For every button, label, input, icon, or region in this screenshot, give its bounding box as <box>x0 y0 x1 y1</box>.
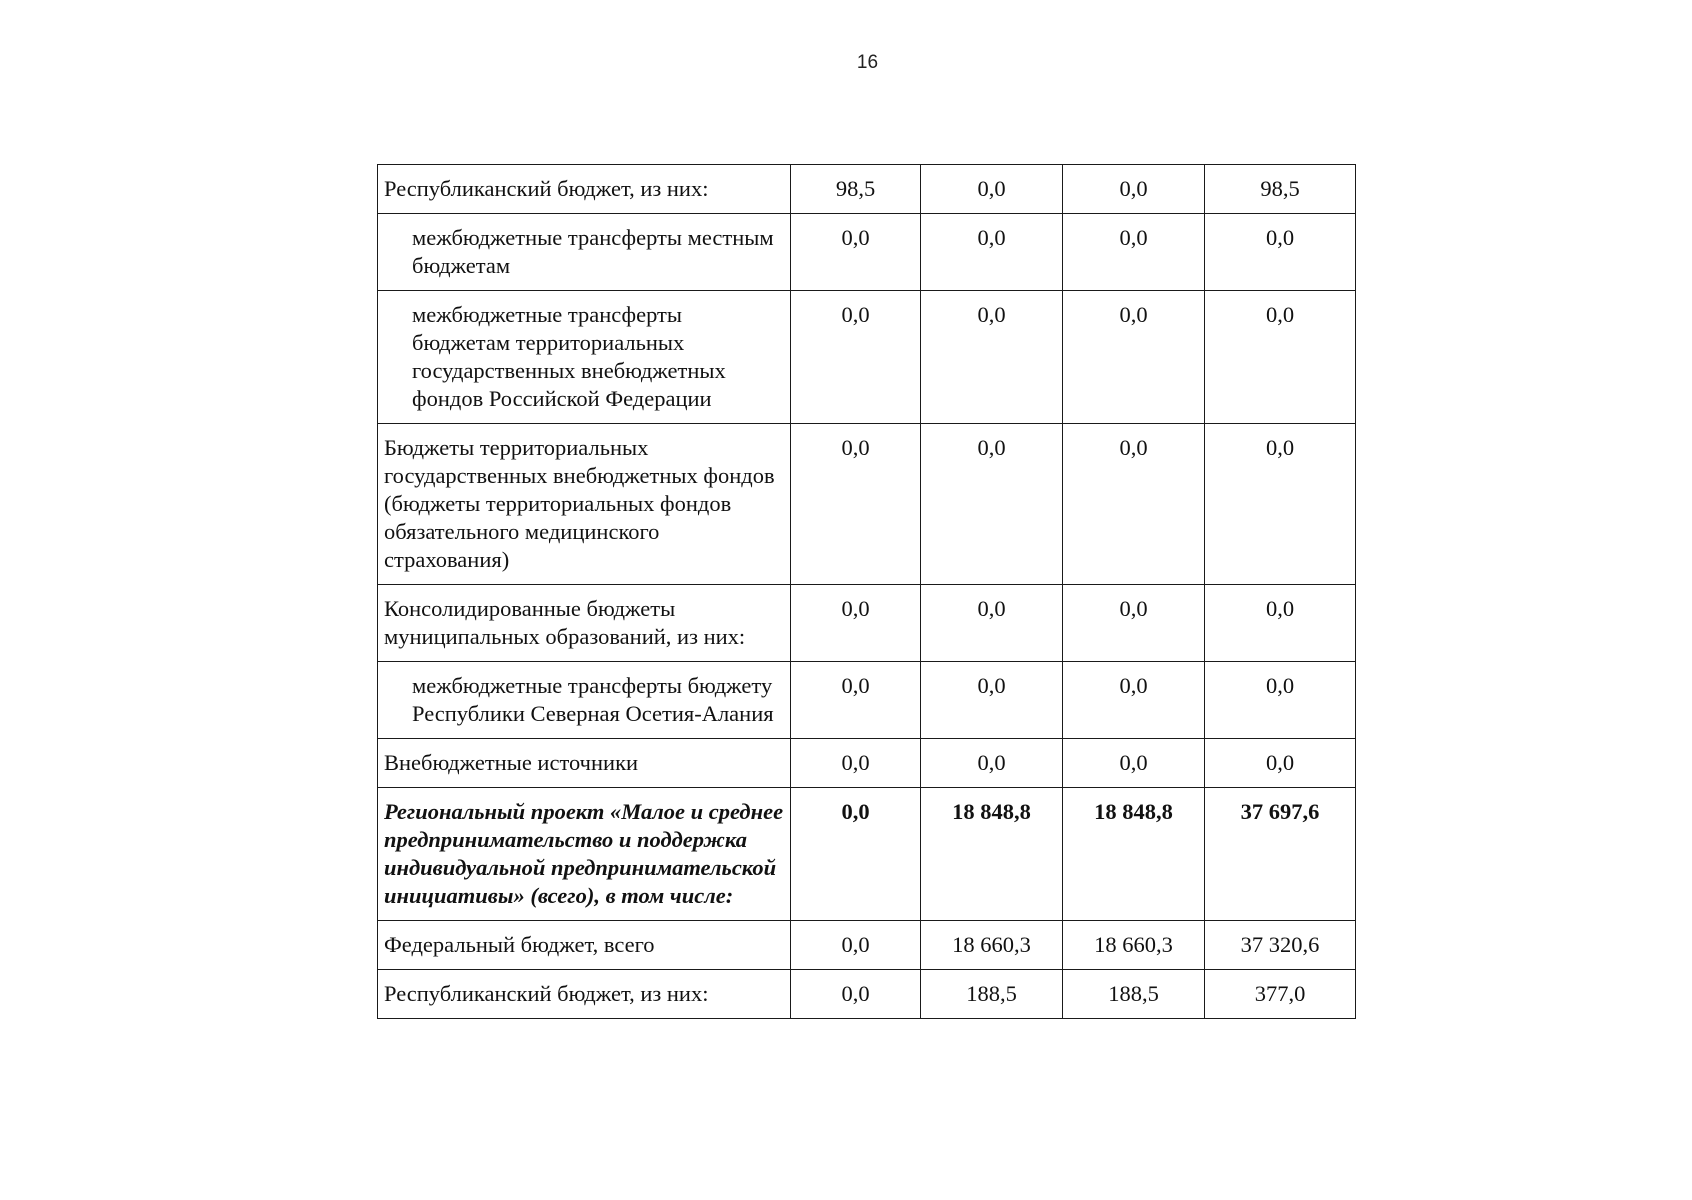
row-value: 0,0 <box>1205 291 1356 424</box>
row-value: 98,5 <box>791 165 921 214</box>
row-value: 18 660,3 <box>1063 921 1205 970</box>
row-value: 0,0 <box>1205 662 1356 739</box>
row-value: 0,0 <box>1063 214 1205 291</box>
table-row <box>378 585 1356 662</box>
row-value: 0,0 <box>791 970 921 1019</box>
row-value: 37 697,6 <box>1205 788 1356 921</box>
row-value: 0,0 <box>921 214 1063 291</box>
row-value: 0,0 <box>791 214 921 291</box>
row-value: 0,0 <box>921 585 1063 662</box>
row-label: Бюджеты территориальных государственных внебюджетных фондов (бюджеты территориальных фондов обязательного медицинского страхования) <box>378 424 791 585</box>
row-value: 377,0 <box>1205 970 1356 1019</box>
row-value: 0,0 <box>1063 662 1205 739</box>
row-value: 0,0 <box>1205 585 1356 662</box>
row-value: 0,0 <box>921 291 1063 424</box>
row-label: Федеральный бюджет, всего <box>378 921 791 970</box>
row-value: 0,0 <box>1205 214 1356 291</box>
row-value: 0,0 <box>921 424 1063 585</box>
row-value: 0,0 <box>1205 424 1356 585</box>
row-label: межбюджетные трансферты бюджетам территориальных государственных внебюджетных фондов Российской Федерации <box>378 291 791 424</box>
row-value: 0,0 <box>1063 739 1205 788</box>
row-value: 0,0 <box>921 662 1063 739</box>
row-value: 0,0 <box>791 662 921 739</box>
row-value: 0,0 <box>1063 165 1205 214</box>
row-value: 0,0 <box>921 165 1063 214</box>
row-value: 0,0 <box>1063 585 1205 662</box>
row-label: межбюджетные трансферты бюджету Республики Северная Осетия-Алания <box>378 662 791 739</box>
row-value: 0,0 <box>791 788 921 921</box>
row-value: 37 320,6 <box>1205 921 1356 970</box>
row-value: 0,0 <box>791 585 921 662</box>
table-row <box>378 662 1356 739</box>
table-row <box>378 424 1356 585</box>
row-value: 18 660,3 <box>921 921 1063 970</box>
row-label: межбюджетные трансферты местным бюджетам <box>378 214 791 291</box>
table-row <box>378 739 1356 788</box>
row-value: 0,0 <box>1063 424 1205 585</box>
table-row <box>378 165 1356 214</box>
budget-table <box>377 164 1356 1019</box>
row-value: 0,0 <box>791 739 921 788</box>
row-value: 0,0 <box>1205 739 1356 788</box>
page-number: 16 <box>856 52 879 73</box>
table-row <box>378 214 1356 291</box>
row-label: Внебюджетные источники <box>378 739 791 788</box>
row-label: Консолидированные бюджеты муниципальных образований, из них: <box>378 585 791 662</box>
table-row <box>378 970 1356 1019</box>
table-row <box>378 291 1356 424</box>
table-row-project-total <box>378 788 1356 921</box>
table-row <box>378 921 1356 970</box>
row-label: Региональный проект «Малое и среднее предпринимательство и поддержка индивидуальной предпринимательской инициативы» (всего), в том числе: <box>378 788 791 921</box>
row-value: 18 848,8 <box>1063 788 1205 921</box>
row-value: 0,0 <box>1063 291 1205 424</box>
row-label: Республиканский бюджет, из них: <box>378 970 791 1019</box>
row-value: 18 848,8 <box>921 788 1063 921</box>
row-value: 98,5 <box>1205 165 1356 214</box>
row-value: 0,0 <box>791 424 921 585</box>
row-value: 0,0 <box>791 921 921 970</box>
row-value: 0,0 <box>791 291 921 424</box>
row-value: 188,5 <box>921 970 1063 1019</box>
row-label: Республиканский бюджет, из них: <box>378 165 791 214</box>
row-value: 188,5 <box>1063 970 1205 1019</box>
row-value: 0,0 <box>921 739 1063 788</box>
